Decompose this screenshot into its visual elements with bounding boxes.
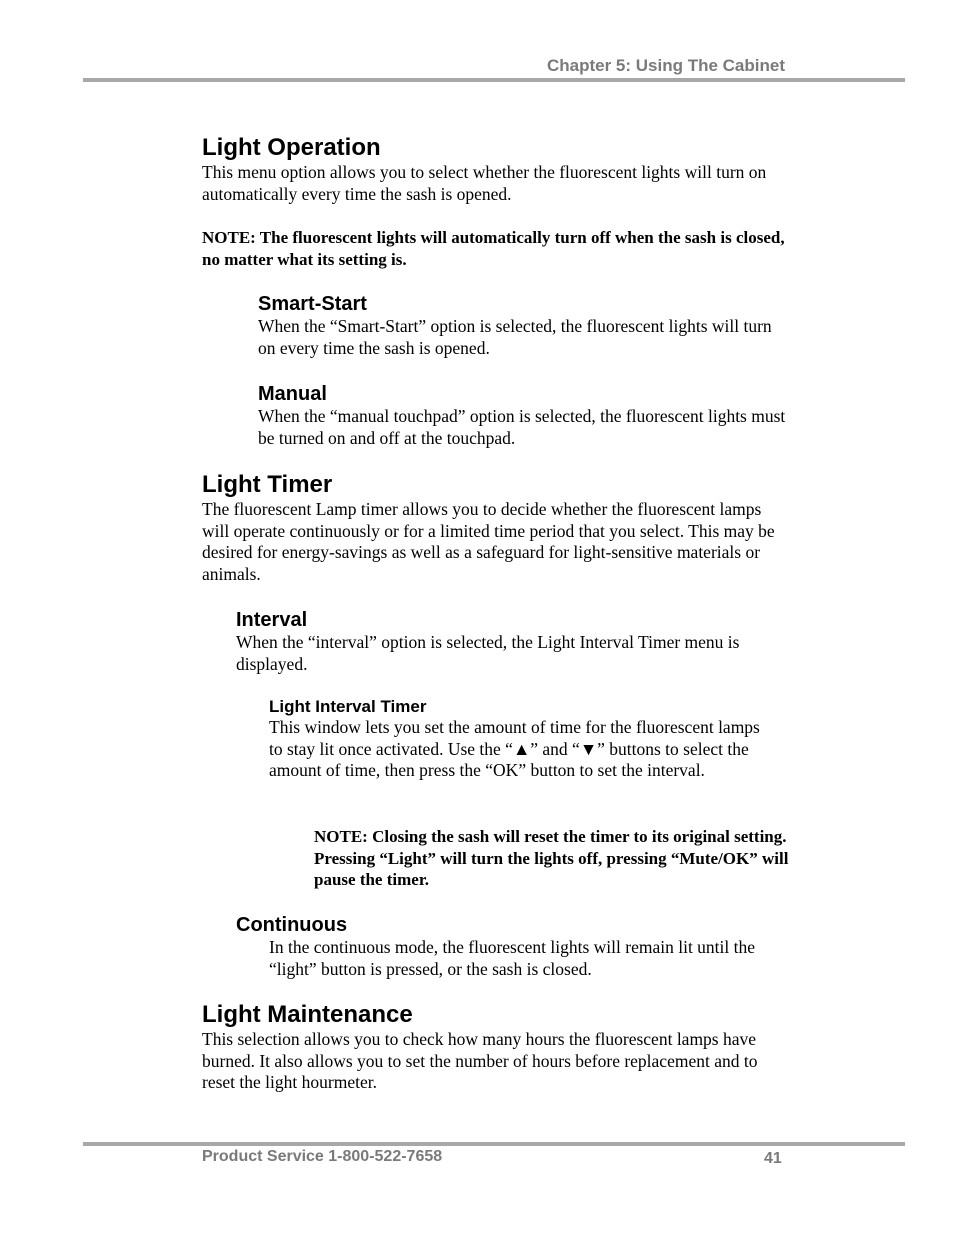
smart-start-section [258, 292, 788, 359]
light-maintenance-body: This selection allows you to check how many hours the fluorescent lamps have burned. It also allows you to set the number of hours before replacement and to reset the light hourmeter. [202, 1029, 758, 1093]
interval-body: When the “interval” option is selected, the Light Interval Timer menu is displayed. [236, 632, 740, 674]
smart-start-body: When the “Smart-Start” option is selected, the fluorescent lights will turn on every time the sash is opened. [258, 316, 772, 358]
light-operation-body: This menu option allows you to select whether the fluorescent lights will turn on automatically every time the sash is opened. [202, 162, 767, 204]
chapter-title: Chapter 5: Using The Cabinet [546, 56, 785, 75]
continuous-section [236, 913, 786, 980]
light-interval-timer-note: NOTE: Closing the sash will reset the timer to its original setting. Pressing “Light” will turn the lights off, pressing “Mute/OK” will pause the timer. [314, 827, 789, 890]
page-number: 41 [764, 1150, 782, 1167]
light-interval-timer-heading: Light Interval Timer [269, 697, 427, 716]
header-rule [83, 78, 905, 82]
continuous-body: In the continuous mode, the fluorescent lights will remain lit until the “light” button is pressed, or the sash is closed. [269, 937, 756, 979]
manual-body: When the “manual touchpad” option is selected, the fluorescent lights must be turned on and off at the touchpad. [258, 406, 786, 448]
light-maintenance-heading: Light Maintenance [202, 1001, 413, 1028]
light-interval-timer-body: This window lets you set the amount of time for the fluorescent lamps to stay lit once activated. Use the “▲” and “▼” buttons to select the amount of time, then press the “OK” button to set the interval. [269, 717, 760, 781]
light-operation-note-block [202, 227, 792, 270]
manual-heading: Manual [258, 383, 327, 405]
interval-heading: Interval [236, 609, 308, 631]
light-timer-section [202, 471, 777, 586]
continuous-heading: Continuous [236, 914, 348, 936]
light-operation-section [202, 134, 792, 205]
footer-rule [83, 1142, 905, 1146]
light-interval-timer-section [269, 697, 769, 782]
manual-section [258, 382, 788, 449]
product-service-phone: Product Service 1-800-522-7658 [202, 1148, 443, 1165]
smart-start-heading: Smart-Start [258, 293, 367, 315]
interval-section [236, 608, 786, 675]
light-interval-timer-note-block [314, 826, 789, 891]
light-timer-body: The fluorescent Lamp timer allows you to decide whether the fluorescent lamps will operate continuously or for a limited time period that you select. This may be desired for energy-savings as well as a safeguard for light-sensitive materials or animals. [202, 499, 775, 585]
light-timer-heading: Light Timer [202, 471, 333, 498]
light-operation-heading: Light Operation [202, 134, 381, 161]
light-operation-note: NOTE: The fluorescent lights will automatically turn off when the sash is closed, no matter what its setting is. [202, 228, 785, 269]
light-maintenance-section [202, 1001, 792, 1094]
